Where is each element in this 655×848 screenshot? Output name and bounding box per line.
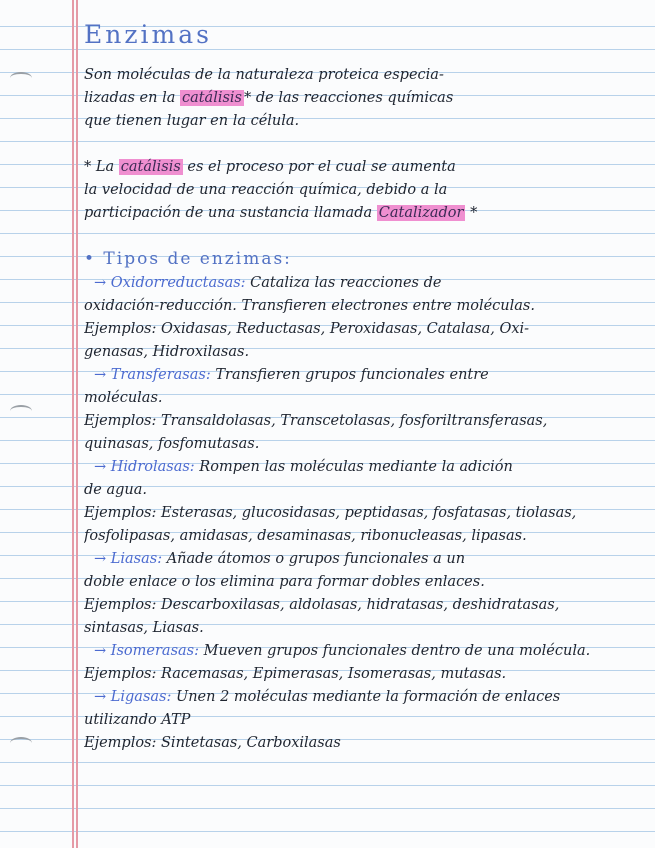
enzyme-description: moléculas. [84, 390, 163, 406]
margin-line [76, 0, 78, 848]
page-title: Enzimas [84, 20, 212, 49]
binder-hole [10, 405, 32, 417]
enzyme-type-transferasas: → Transferasas: Transfieren grupos funcionales entre [94, 367, 489, 383]
enzyme-examples: Ejemplos: Sintetasas, Carboxilasas [84, 735, 341, 751]
definition-line: Son moléculas de la naturaleza proteica especia- [84, 67, 444, 83]
enzyme-description: utilizando ATP [84, 712, 191, 728]
footnote-line: participación de una sustancia llamada Catalizador * [84, 205, 478, 221]
enzyme-examples: Ejemplos: Oxidasas, Reductasas, Peroxidasas, Catalasa, Oxi- [84, 321, 530, 337]
enzyme-name: → Hidrolasas: [94, 459, 195, 475]
enzyme-name: → Oxidorreductasas: [94, 275, 246, 291]
highlight-catalisis: catálisis [181, 90, 243, 106]
enzyme-examples: genasas, Hidroxilasas. [84, 344, 250, 360]
enzyme-type-oxidorreductasas: → Oxidorreductasas: Cataliza las reacciones de [94, 275, 442, 291]
enzyme-description: doble enlace o los elimina para formar dobles enlaces. [84, 574, 485, 590]
types-heading: • Tipos de enzimas: [84, 249, 292, 269]
handwritten-notes [84, 14, 641, 755]
enzyme-type-ligasas: → Ligasas: Unen 2 moléculas mediante la formación de enlaces [94, 689, 561, 705]
enzyme-name: → Liasas: [94, 551, 163, 567]
enzyme-description: oxidación-reducción. Transfieren electrones entre moléculas. [84, 298, 535, 314]
enzyme-examples: Ejemplos: Esterasas, glucosidasas, peptidasas, fosfatasas, tiolasas, [84, 505, 577, 521]
enzyme-examples: Ejemplos: Transaldolasas, Transcetolasas, fosforiltransferasas, [84, 413, 548, 429]
enzyme-name: → Transferasas: [94, 367, 211, 383]
footnote-line: * La catálisis es el proceso por el cual se aumenta [84, 159, 456, 175]
highlight-catalizador: Catalizador [378, 205, 464, 221]
highlight-catalisis: catálisis [120, 159, 181, 175]
enzyme-examples: Ejemplos: Racemasas, Epimerasas, Isomerasas, mutasas. [84, 666, 507, 682]
enzyme-examples: fosfolipasas, amidasas, desaminasas, ribonucleasas, lipasas. [84, 528, 527, 544]
binder-hole [10, 72, 32, 84]
enzyme-type-isomerasas: → Isomerasas: Mueven grupos funcionales dentro de una molécula. [94, 643, 591, 659]
enzyme-name: → Isomerasas: [94, 643, 199, 659]
enzyme-examples: quinasas, fosfomutasas. [84, 436, 260, 452]
enzyme-examples: Ejemplos: Descarboxilasas, aldolasas, hidratasas, deshidratasas, [84, 597, 560, 613]
definition-line: lizadas en la catálisis * de las reacciones químicas [84, 90, 454, 106]
enzyme-examples: sintasas, Liasas. [84, 620, 204, 636]
footnote-line: la velocidad de una reacción química, debido a la [84, 182, 448, 198]
definition-line: que tienen lugar en la célula. [84, 113, 300, 129]
enzyme-name: → Ligasas: [94, 689, 172, 705]
binder-hole [10, 737, 32, 749]
margin-line [72, 0, 74, 848]
enzyme-description: de agua. [84, 482, 147, 498]
enzyme-type-liasas: → Liasas: Añade átomos o grupos funcionales a un [94, 551, 466, 567]
enzyme-type-hidrolasas: → Hidrolasas: Rompen las moléculas mediante la adición [94, 459, 513, 475]
